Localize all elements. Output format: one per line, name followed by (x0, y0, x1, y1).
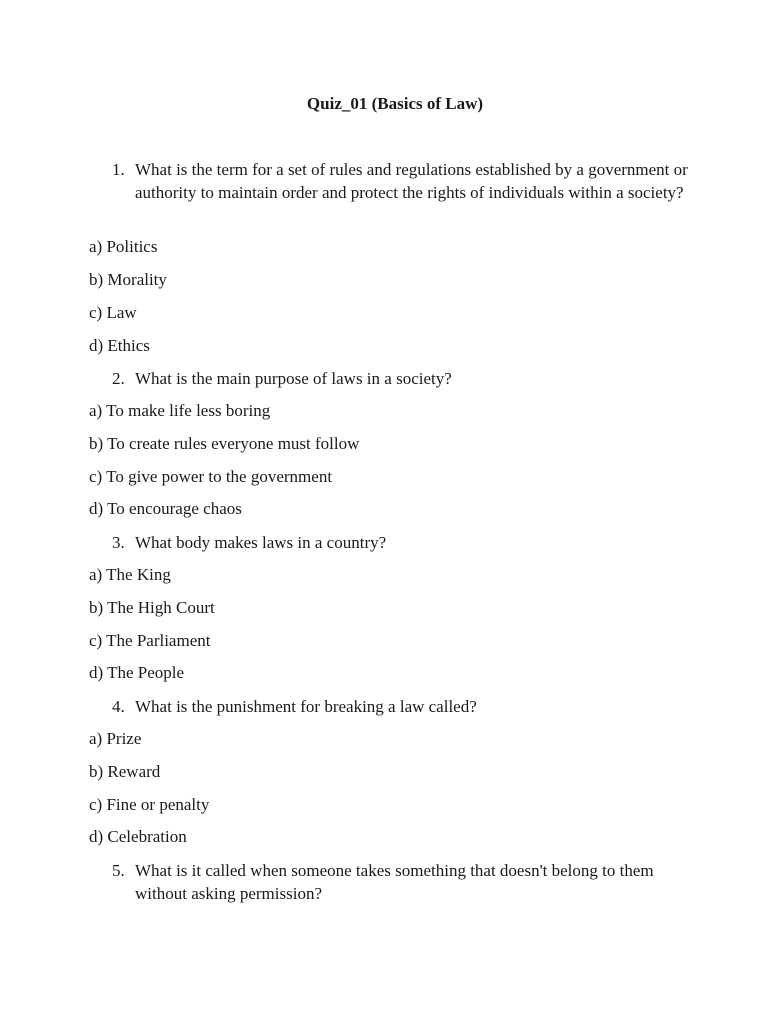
question-5 (112, 859, 692, 905)
option-1c: c) Law (89, 303, 137, 322)
option-1d: d) Ethics (89, 336, 150, 355)
option-3d: d) The People (89, 663, 185, 682)
option-2d: d) To encourage chaos (89, 499, 242, 518)
page-title: Quiz_01 (Basics of Law) (306, 94, 484, 113)
question-text: What is the punishment for breaking a law called? (135, 697, 477, 716)
option-3b: b) The High Court (89, 598, 215, 617)
question-text: What is it called when someone takes something that doesn't belong to them without asking permission? (135, 861, 654, 903)
option-4d: d) Celebration (89, 827, 187, 846)
question-3 (112, 531, 692, 554)
question-2 (112, 367, 692, 390)
question-text: What body makes laws in a country? (135, 533, 387, 552)
question-4 (112, 695, 692, 718)
question-number: 1. (112, 160, 125, 179)
question-text: What is the main purpose of laws in a society? (135, 369, 452, 388)
option-3a: a) The King (89, 565, 171, 584)
question-number: 4. (112, 697, 125, 716)
option-1a: a) Politics (89, 237, 158, 256)
question-number: 2. (112, 369, 125, 388)
option-4b: b) Reward (89, 762, 161, 781)
option-4a: a) Prize (89, 729, 142, 748)
option-1b: b) Morality (89, 270, 167, 289)
option-2c: c) To give power to the government (89, 467, 333, 486)
option-2b: b) To create rules everyone must follow (89, 434, 360, 453)
option-3c: c) The Parliament (89, 631, 211, 650)
question-1 (112, 158, 692, 204)
question-number: 5. (112, 861, 125, 880)
question-text: What is the term for a set of rules and regulations established by a government or authority to maintain order and protect the rights of individuals within a society? (135, 160, 688, 202)
option-2a: a) To make life less boring (89, 401, 271, 420)
option-4c: c) Fine or penalty (89, 795, 210, 814)
question-number: 3. (112, 533, 125, 552)
